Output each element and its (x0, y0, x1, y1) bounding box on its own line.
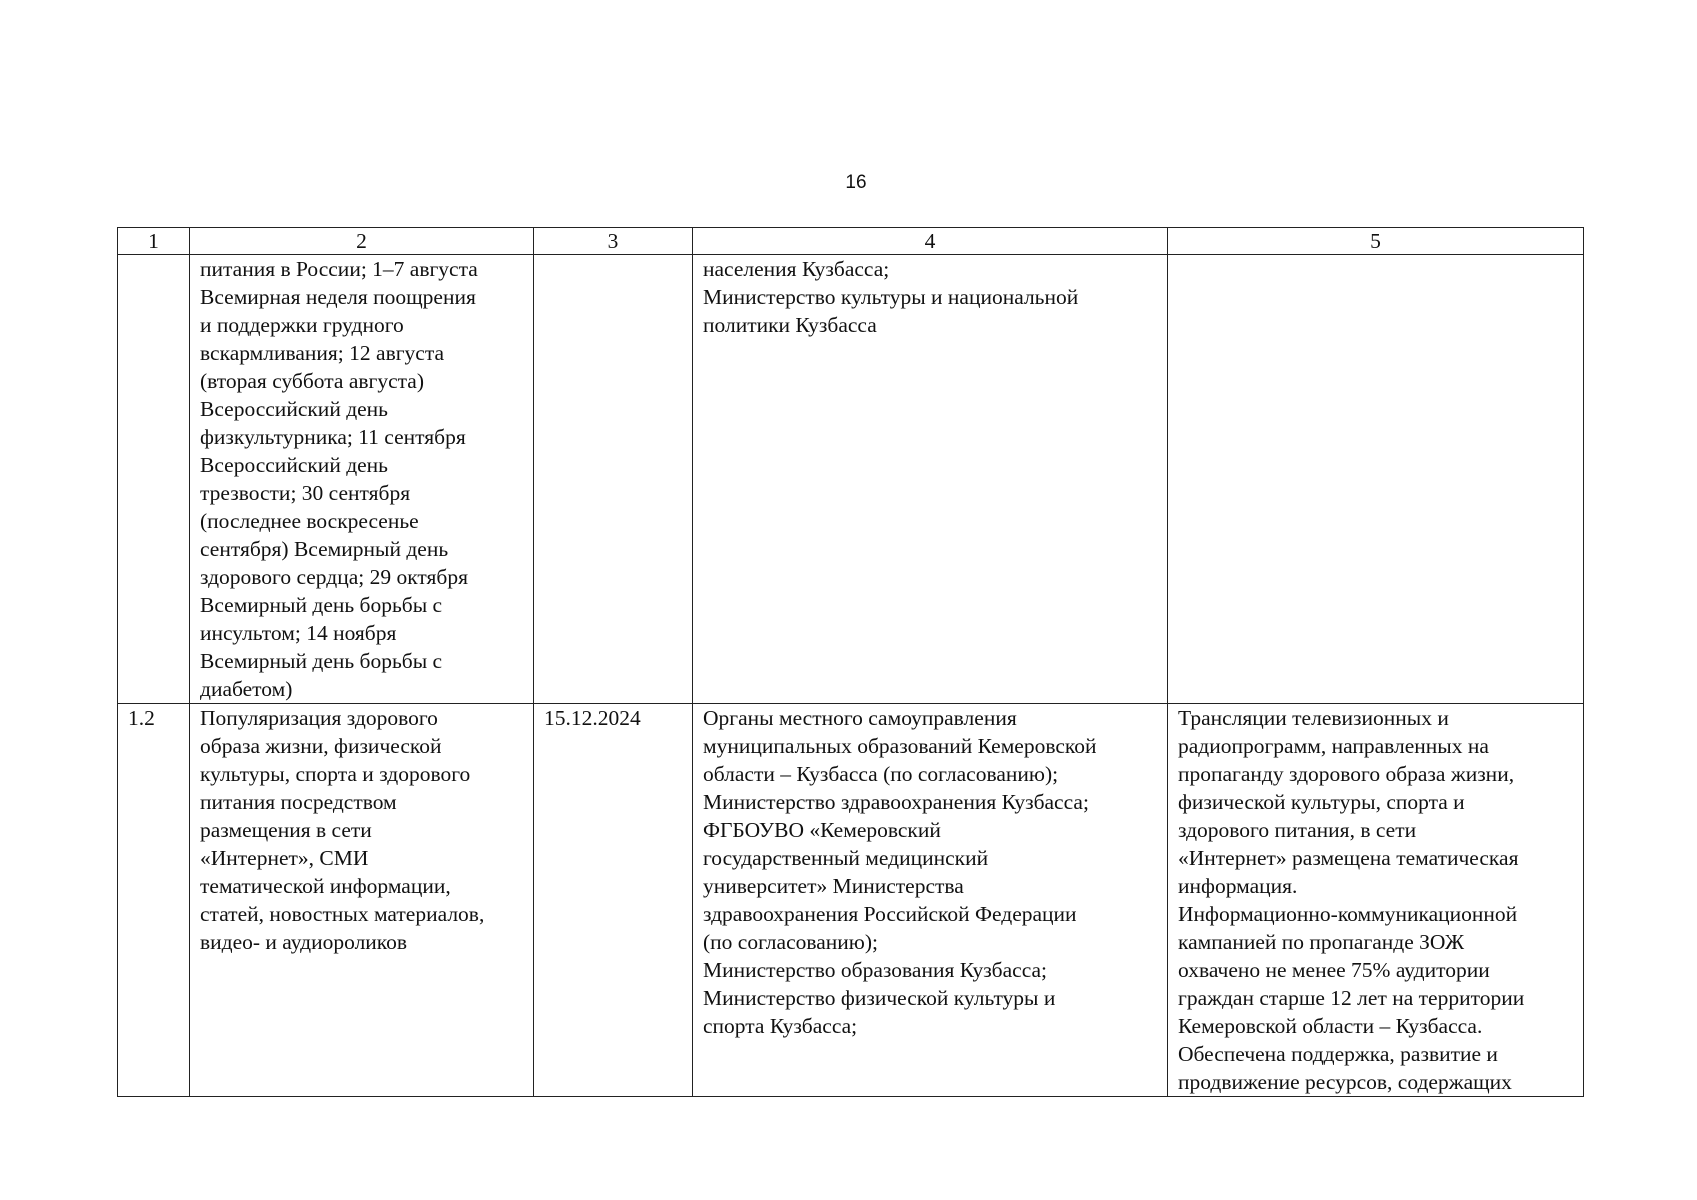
text-line: здорового сердца; 29 октября (200, 565, 468, 589)
text-line: диабетом) (200, 677, 293, 701)
text-line: сентября) Всемирный день (200, 537, 449, 561)
text-line: видео- и аудиороликов (200, 930, 408, 954)
row-number-cell (118, 255, 190, 704)
text-line: охвачено не менее 75% аудитории (1178, 958, 1490, 982)
text-line: ФГБОУВО «Кемеровский (703, 818, 941, 842)
text-line: Кемеровской области – Кузбасса. (1178, 1014, 1483, 1038)
row-number-cell: 1.2 (118, 704, 190, 1097)
text-line: радиопрограмм, направленных на (1178, 734, 1489, 758)
text-line: области – Кузбасса (по согласованию); (703, 762, 1059, 786)
deadline-cell: 15.12.2024 (534, 704, 693, 1097)
text-line: Всемирный день борьбы с (200, 593, 443, 617)
text-line: «Интернет», СМИ (200, 846, 369, 870)
text-line: физкультурника; 11 сентября (200, 425, 466, 449)
text-line: пропаганду здорового образа жизни, (1178, 762, 1515, 786)
text-line: Всемирный день борьбы с (200, 649, 443, 673)
text-line: Министерство физической культуры и (703, 986, 1056, 1010)
column-header-2: 2 (190, 228, 534, 255)
measures-table (117, 227, 1584, 1097)
text-line: и поддержки грудного (200, 313, 404, 337)
page-number: 16 (845, 172, 867, 193)
text-line: Министерство здравоохранения Кузбасса; (703, 790, 1089, 814)
text-line: размещения в сети (200, 818, 372, 842)
text-line: университет» Министерства (703, 874, 964, 898)
text-line: Министерство образования Кузбасса; (703, 958, 1048, 982)
text-line: Всемирная неделя поощрения (200, 285, 476, 309)
text-line: Всероссийский день (200, 453, 388, 477)
text-line: Органы местного самоуправления (703, 706, 1017, 730)
text-line: статей, новостных материалов, (200, 902, 485, 926)
column-header-5: 5 (1168, 228, 1584, 255)
measure-name-cell (190, 704, 534, 1097)
text-line: граждан старше 12 лет на территории (1178, 986, 1525, 1010)
text-line: населения Кузбасса; (703, 257, 890, 281)
text-line: Министерство культуры и национальной (703, 285, 1079, 309)
column-header-3: 3 (534, 228, 693, 255)
column-header-1: 1 (118, 228, 190, 255)
text-line: (по согласованию); (703, 930, 878, 954)
text-line: кампанией по пропаганде ЗОЖ (1178, 930, 1465, 954)
text-line: трезвости; 30 сентября (200, 481, 411, 505)
result-cell (1168, 255, 1584, 704)
table-header-row (118, 228, 1584, 255)
text-line: инсультом; 14 ноября (200, 621, 397, 645)
text-line: «Интернет» размещена тематическая (1178, 846, 1519, 870)
text-line: Трансляции телевизионных и (1178, 706, 1449, 730)
text-line: тематической информации, (200, 874, 451, 898)
result-cell (1168, 704, 1584, 1097)
text-line: питания посредством (200, 790, 397, 814)
text-line: (последнее воскресенье (200, 509, 419, 533)
text-line: здравоохранения Российской Федерации (703, 902, 1077, 926)
deadline-cell (534, 255, 693, 704)
text-line: культуры, спорта и здорового (200, 762, 471, 786)
table-row (118, 704, 1584, 1097)
executors-cell (693, 704, 1168, 1097)
text-line: государственный медицинский (703, 846, 989, 870)
text-line: Информационно-коммуникационной (1178, 902, 1518, 926)
text-line: продвижение ресурсов, содержащих (1178, 1070, 1512, 1094)
text-line: Обеспечена поддержка, развитие и (1178, 1042, 1498, 1066)
table-row (118, 255, 1584, 704)
text-line: питания в России; 1–7 августа (200, 257, 478, 281)
text-line: политики Кузбасса (703, 313, 877, 337)
text-line: информация. (1178, 874, 1298, 898)
text-line: образа жизни, физической (200, 734, 442, 758)
text-line: муниципальных образований Кемеровской (703, 734, 1097, 758)
column-header-4: 4 (693, 228, 1168, 255)
executors-cell (693, 255, 1168, 704)
text-line: спорта Кузбасса; (703, 1014, 858, 1038)
text-line: Всероссийский день (200, 397, 388, 421)
text-line: вскармливания; 12 августа (200, 341, 445, 365)
text-line: (вторая суббота августа) (200, 369, 425, 393)
measure-name-cell (190, 255, 534, 704)
text-line: здорового питания, в сети (1178, 818, 1417, 842)
text-line: физической культуры, спорта и (1178, 790, 1465, 814)
text-line: Популяризация здорового (200, 706, 438, 730)
